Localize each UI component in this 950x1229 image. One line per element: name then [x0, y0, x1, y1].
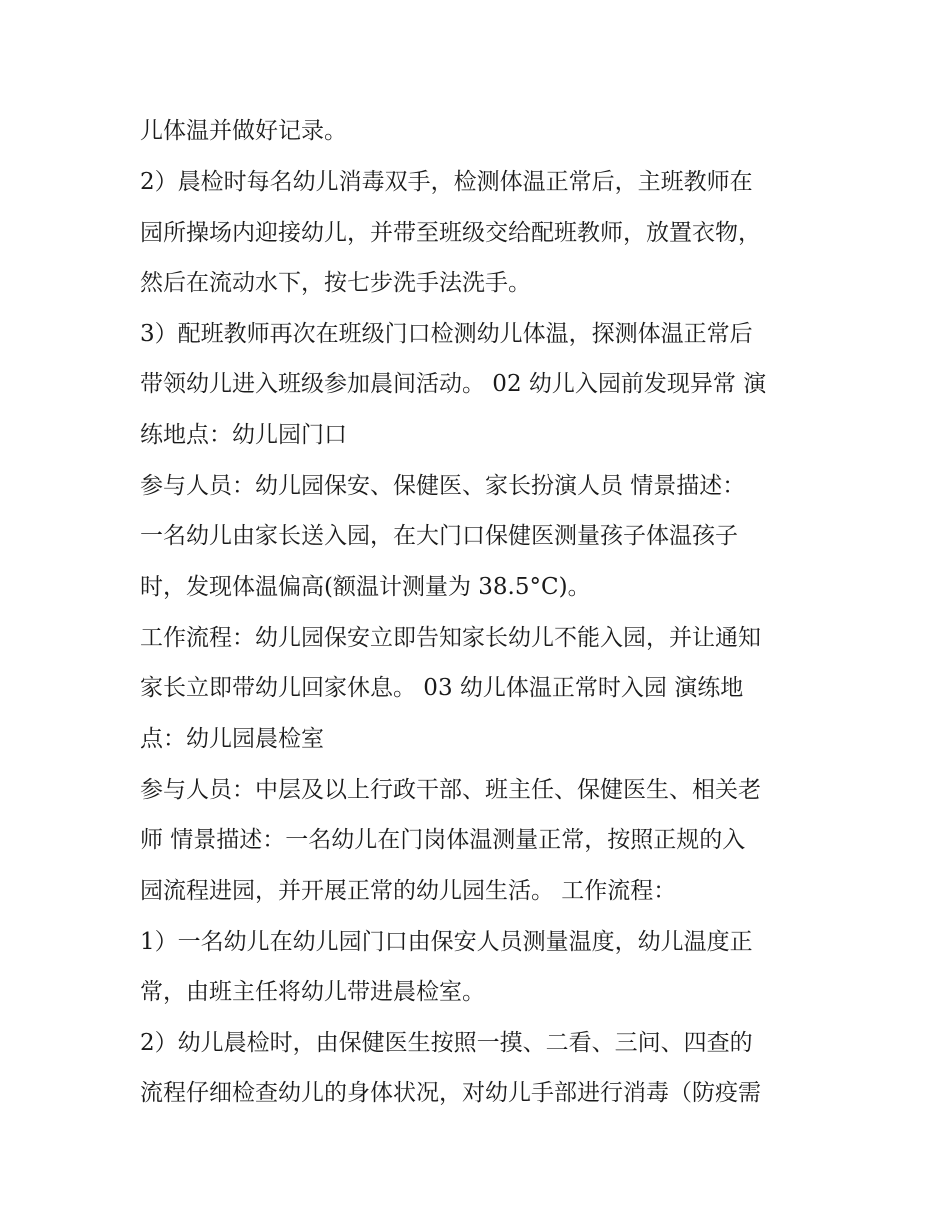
text-line: 常，由班主任将幼儿带进晨检室。	[140, 979, 485, 1005]
text-line: 一名幼儿由家长送入园，在大门口保健医测量孩子体温孩子	[140, 523, 738, 549]
text-line: 儿体温并做好记录。	[140, 118, 347, 144]
text-line: 园流程进园，并开展正常的幼儿园生活。 工作流程：	[140, 878, 677, 904]
text-line: 参与人员：中层及以上行政干部、班主任、保健医生、相关老	[140, 777, 761, 803]
text-line: 师 情景描述：一名幼儿在门岗体温测量正常，按照正规的入	[140, 827, 746, 853]
text-line: 3）配班教师再次在班级门口检测幼儿体温，探测体温正常后	[140, 321, 753, 347]
text-line: 家长立即带幼儿回家休息。 03 幼儿体温正常时入园 演练地	[140, 675, 744, 701]
text-line: 园所操场内迎接幼儿，并带至班级交给配班教师，放置衣物，	[140, 220, 761, 246]
text-line: 1）一名幼儿在幼儿园门口由保安人员测量温度，幼儿温度正	[140, 929, 753, 955]
text-line: 工作流程：幼儿园保安立即告知家长幼儿不能入园，并让通知	[140, 625, 761, 651]
text-line: 2）幼儿晨检时，由保健医生按照一摸、二看、三问、四查的	[140, 1030, 753, 1056]
text-line: 流程仔细检查幼儿的身体状况，对幼儿手部进行消毒（防疫需	[140, 1080, 761, 1106]
text-line: 参与人员：幼儿园保安、保健医、家长扮演人员 情景描述：	[140, 473, 746, 499]
text-line: 2）晨检时每名幼儿消毒双手，检测体温正常后，主班教师在	[140, 169, 753, 195]
text-line: 时，发现体温偏高(额温计测量为 38.5°C)。	[140, 574, 591, 600]
text-line: 点：幼儿园晨检室	[140, 726, 324, 752]
text-line: 带领幼儿进入班级参加晨间活动。 02 幼儿入园前发现异常 演	[140, 371, 767, 397]
text-line: 然后在流动水下，按七步洗手法洗手。	[140, 270, 531, 296]
text-line: 练地点：幼儿园门口	[140, 422, 347, 448]
